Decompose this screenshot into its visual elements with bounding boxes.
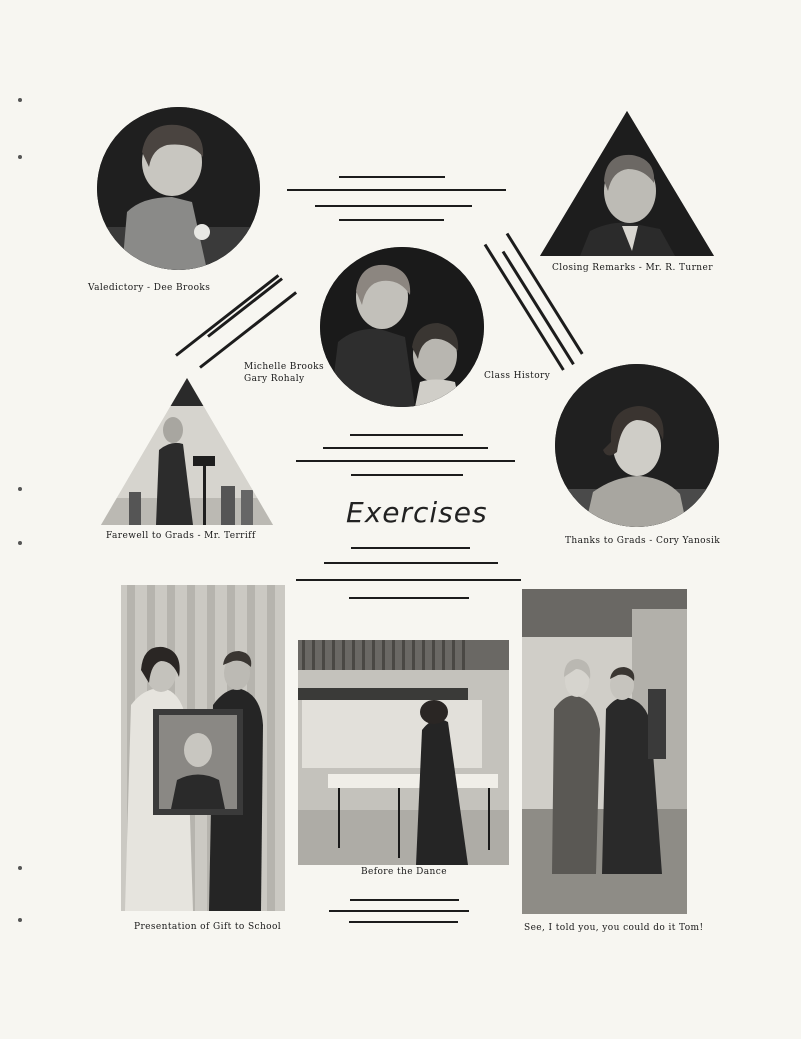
binder-hole bbox=[18, 487, 22, 491]
thanks-caption: Thanks to Grads - Cory Yanosik bbox=[565, 536, 721, 546]
closing-remarks-caption: Closing Remarks - Mr. R. Turner bbox=[552, 263, 713, 273]
see-tom-photo bbox=[522, 589, 687, 914]
decorative-rule bbox=[323, 447, 488, 449]
decorative-rule bbox=[349, 921, 458, 923]
binder-hole bbox=[18, 98, 22, 102]
center-caption-line2: Gary Rohaly bbox=[244, 374, 305, 384]
closing-remarks-photo bbox=[540, 111, 714, 256]
presentation-photo bbox=[121, 585, 285, 911]
decorative-rule bbox=[349, 597, 469, 599]
page-title: Exercises bbox=[346, 496, 488, 529]
valedictory-photo bbox=[97, 107, 260, 270]
decorative-rule bbox=[329, 910, 469, 912]
decorative-rule bbox=[339, 176, 445, 178]
decorative-rule bbox=[324, 562, 498, 564]
decorative-rule bbox=[339, 219, 444, 221]
see-tom-caption: See, I told you, you could do it Tom! bbox=[524, 923, 704, 933]
binder-hole bbox=[18, 866, 22, 870]
before-dance-caption: Before the Dance bbox=[361, 867, 447, 877]
farewell-caption: Farewell to Grads - Mr. Terriff bbox=[106, 531, 256, 541]
binder-hole bbox=[18, 541, 22, 545]
decorative-rule bbox=[296, 579, 521, 581]
decorative-rule bbox=[350, 434, 463, 436]
farewell-photo bbox=[101, 378, 273, 525]
binder-hole bbox=[18, 155, 22, 159]
decorative-rule bbox=[351, 474, 463, 476]
decorative-rule bbox=[351, 547, 470, 549]
class-history-caption: Class History bbox=[484, 371, 551, 381]
before-dance-photo bbox=[298, 640, 509, 865]
decorative-rule bbox=[296, 460, 515, 462]
presentation-caption: Presentation of Gift to School bbox=[134, 922, 282, 932]
class-history-photo bbox=[320, 247, 484, 407]
binder-hole bbox=[18, 918, 22, 922]
center-caption-line1: Michelle Brooks bbox=[244, 362, 325, 372]
valedictory-caption: Valedictory - Dee Brooks bbox=[88, 283, 211, 293]
decorative-rule bbox=[350, 899, 459, 901]
decorative-rule bbox=[315, 205, 472, 207]
decorative-rule bbox=[287, 189, 506, 191]
thanks-photo bbox=[555, 364, 719, 527]
